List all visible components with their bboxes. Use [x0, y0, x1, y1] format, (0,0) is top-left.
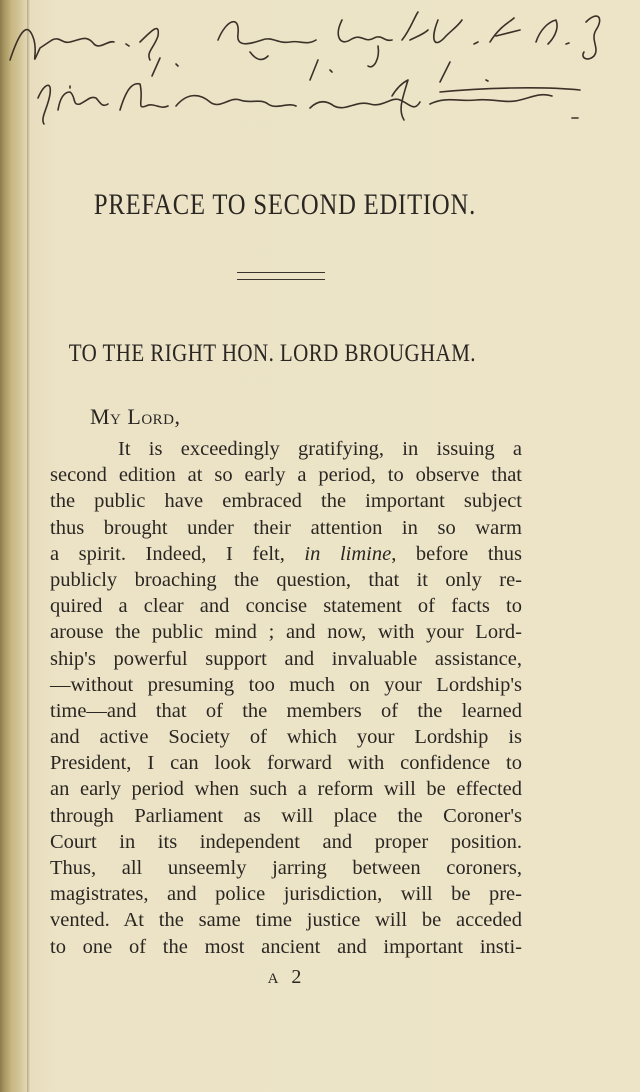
handwritten-inscription [0, 0, 640, 140]
salutation-first: My [90, 404, 122, 429]
text-line [50, 934, 522, 960]
text-line [50, 907, 522, 933]
text-run: through Parliament as will place the Coroner's [50, 804, 522, 827]
signature-letter: A [267, 971, 280, 987]
page-title [51, 188, 576, 222]
signature-mark [0, 966, 570, 989]
text-line [50, 855, 522, 881]
text-line [50, 462, 522, 488]
text-run: Thus, all unseemly jarring between coroners, [50, 857, 522, 879]
dedication-text: TO THE RIGHT HON. LORD BROUGHAM. [68, 340, 476, 367]
text-line [50, 829, 522, 855]
book-binding [0, 0, 30, 1092]
text-run: to one of the most ancient and important insti- [50, 935, 522, 958]
text-run: in limine [304, 542, 392, 565]
text-run: ship's powerful support and invaluable assistance, [50, 647, 522, 670]
text-run: publicly broaching the question, that it only re- [50, 568, 522, 591]
text-run: —without presuming too much on your Lordship's [50, 673, 522, 696]
text-run: the public have embraced the important subject [50, 490, 522, 513]
text-run: a spirit. Indeed, I felt, [50, 542, 305, 565]
text-run: quired a clear and concise statement of facts to [50, 595, 522, 618]
text-line [50, 567, 522, 593]
text-run: magistrates, and police jurisdiction, will be pre- [50, 883, 522, 906]
text-line [50, 541, 522, 567]
text-run: President, I can look forward with confidence to [50, 752, 522, 775]
text-line [50, 698, 522, 724]
text-run: It is exceedingly gratifying, in issuing a [118, 438, 522, 460]
text-run: second edition at so early a period, to observe that [50, 464, 522, 487]
text-run: an early period when such a reform will be effected [50, 778, 522, 801]
dedication-heading [0, 340, 640, 368]
binding-shadow [27, 0, 30, 1092]
text-run: , before thus [391, 542, 522, 565]
page-title-text: PREFACE TO SECOND EDITION. [93, 188, 477, 221]
text-line [50, 646, 522, 672]
handwriting-signature-graphic [0, 0, 640, 140]
text-line [50, 619, 522, 645]
text-line [50, 803, 522, 829]
double-rule-divider [237, 272, 325, 280]
text-run: Court in its independent and proper position. [50, 830, 522, 853]
text-line [50, 672, 522, 698]
text-line [50, 488, 522, 514]
salutation [90, 404, 181, 430]
text-run: thus brought under their attention in so warm [50, 516, 522, 539]
text-run: vented. At the same time justice will be acceded [50, 909, 522, 932]
signature-number: 2 [291, 966, 303, 988]
body-paragraph [50, 436, 522, 960]
text-run: and active Society of which your Lordship is [50, 726, 522, 749]
text-line [50, 436, 522, 462]
text-line [50, 515, 522, 541]
text-line [50, 881, 522, 907]
text-run: time—and that of the members of the learned [50, 699, 522, 722]
text-line [50, 724, 522, 750]
text-line [50, 750, 522, 776]
salutation-second: Lord, [127, 404, 181, 429]
text-line [50, 776, 522, 802]
text-line [50, 593, 522, 619]
text-run: arouse the public mind ; and now, with your Lord- [50, 621, 522, 644]
